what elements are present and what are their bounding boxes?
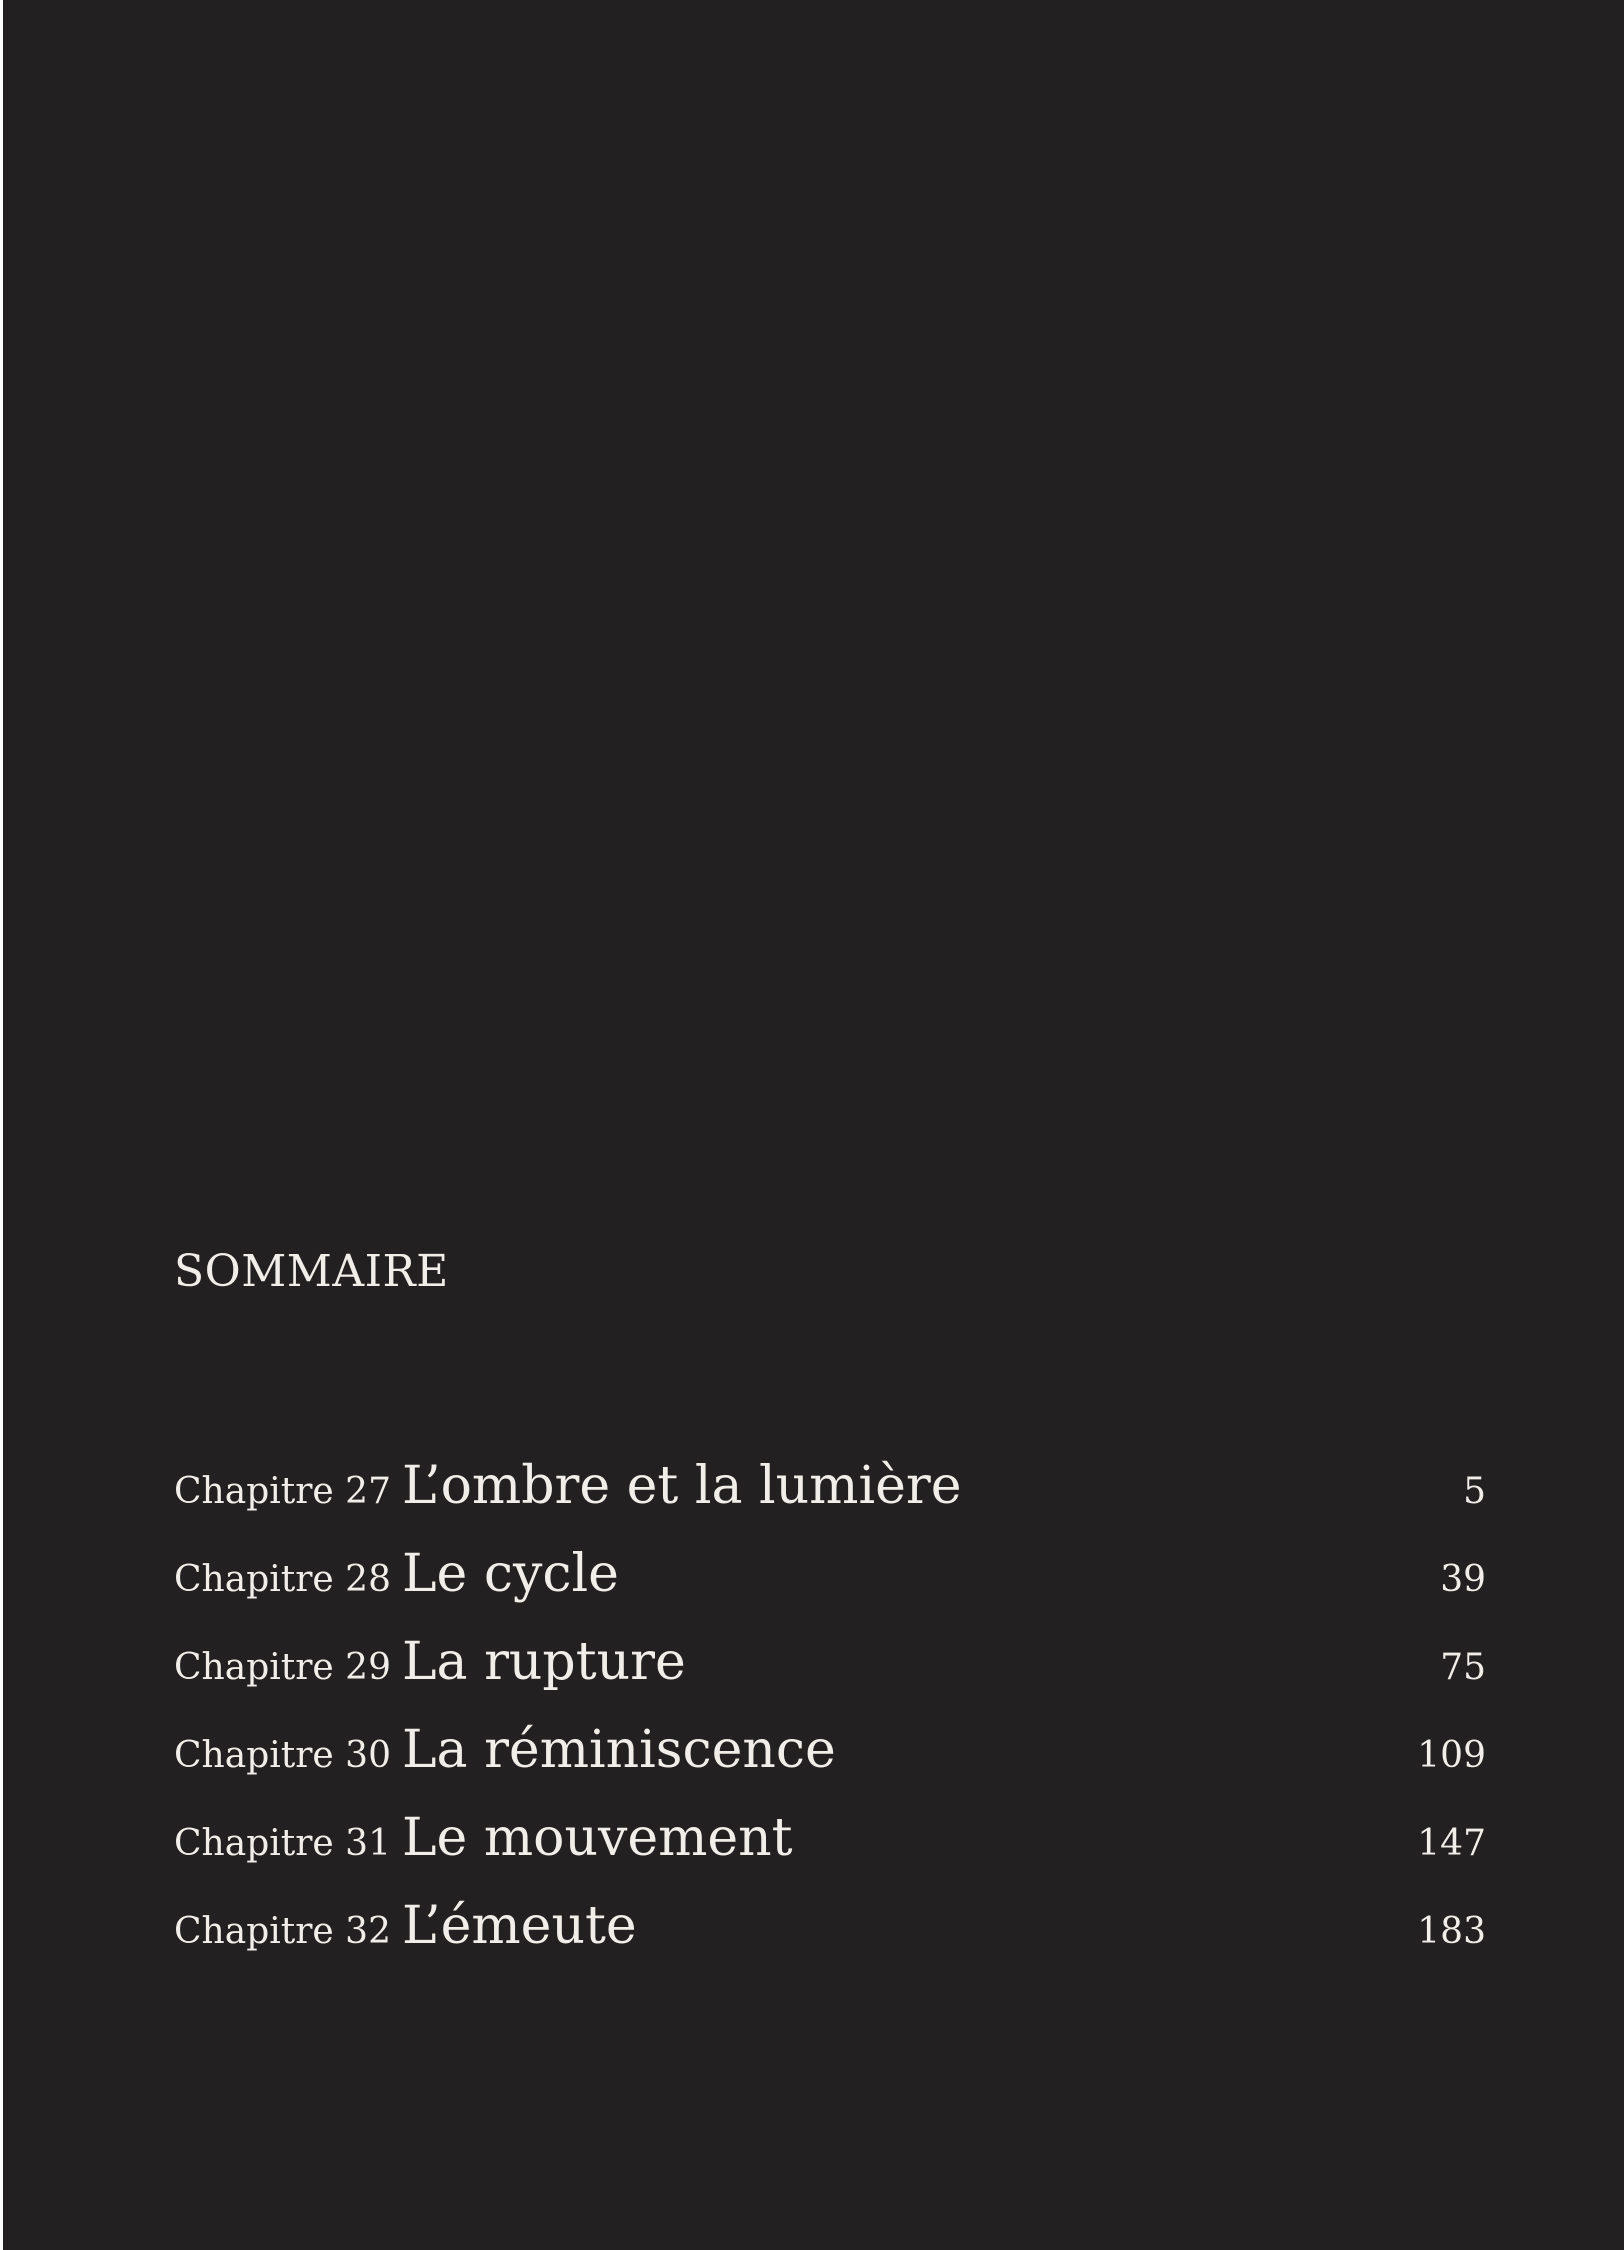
chapter-title: Le cycle: [402, 1544, 619, 1604]
chapter-title: L’ombre et la lumière: [402, 1456, 962, 1516]
toc-entry-chapter-30: [174, 1712, 1486, 1800]
page-number: 39: [1440, 1559, 1486, 1600]
toc-entry-chapter-31: [174, 1800, 1486, 1888]
chapter-label: Chapitre 30: [174, 1735, 391, 1776]
toc-entry-chapter-29: [174, 1624, 1486, 1712]
chapter-title: La rupture: [402, 1632, 686, 1692]
page-number: 183: [1417, 1911, 1486, 1952]
chapter-label: Chapitre 32: [174, 1911, 391, 1952]
toc-entry-chapter-27: [174, 1448, 1486, 1536]
chapter-title: La réminiscence: [402, 1720, 836, 1780]
page-number: 75: [1440, 1647, 1486, 1688]
chapter-label: Chapitre 29: [174, 1647, 391, 1688]
chapter-label: Chapitre 27: [174, 1471, 391, 1512]
chapter-title: Le mouvement: [402, 1808, 793, 1868]
page-number: 5: [1463, 1471, 1486, 1512]
table-of-contents-list: [174, 1448, 1486, 1976]
chapter-label: Chapitre 28: [174, 1559, 391, 1600]
page-left-edge: [0, 0, 3, 2250]
page-title: SOMMAIRE: [174, 1246, 449, 1297]
page-number: 109: [1417, 1735, 1486, 1776]
toc-entry-chapter-28: [174, 1536, 1486, 1624]
page-number: 147: [1417, 1823, 1486, 1864]
chapter-label: Chapitre 31: [174, 1823, 391, 1864]
toc-entry-chapter-32: [174, 1888, 1486, 1976]
chapter-title: L’émeute: [402, 1896, 637, 1956]
